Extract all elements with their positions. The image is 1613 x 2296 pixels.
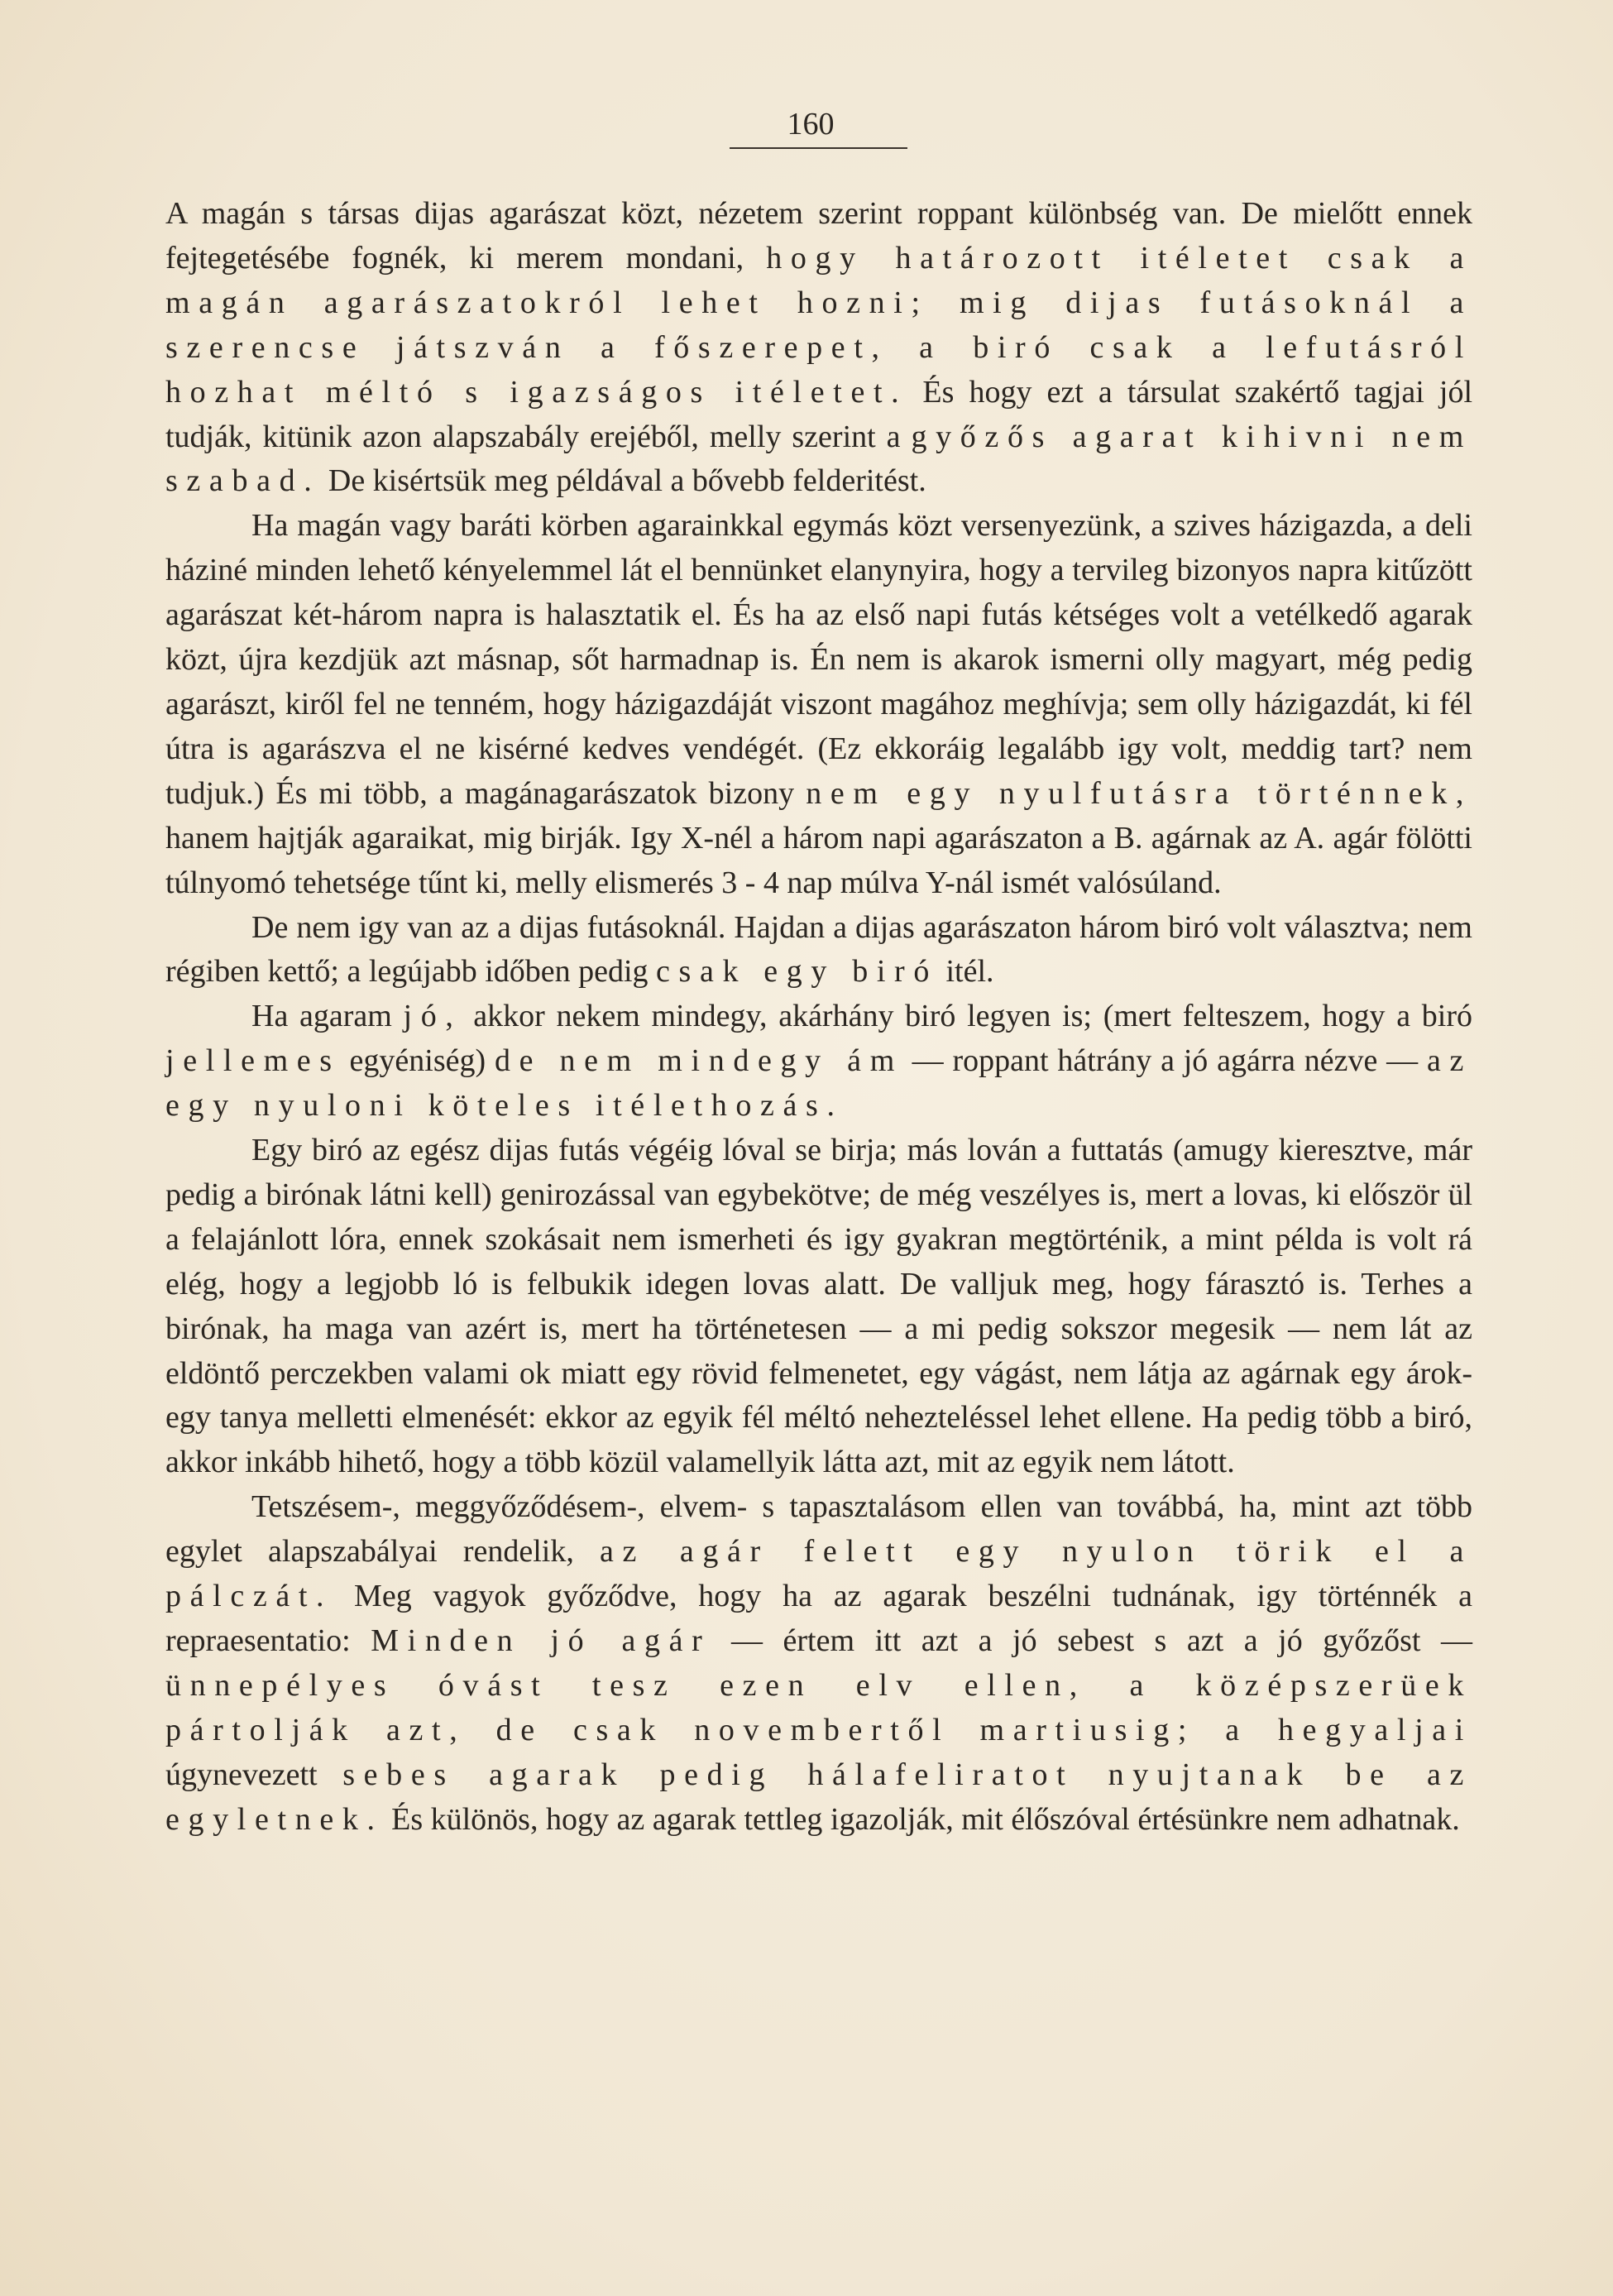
text-run: Meg vagyok győződve, hogy ha az agarak beszélni tudnának, igy történnék a repraesentatio:	[165, 1579, 1472, 1658]
spaced-emphasis: csak egy biró	[656, 954, 938, 990]
text-run: itél.	[937, 954, 994, 990]
spaced-emphasis: sebes agarak pedig hálafeliratot nyujtanak be az egyletnek.	[165, 1757, 1472, 1837]
spaced-emphasis: hogy határozott itéletet csak a magán agarászatokról lehet hozni; mig dijas futásoknál a szerencse játszván a főszerepet, a biró csak a lefutásról hozhat méltó s igazságos itéletet.	[165, 240, 1472, 410]
paragraph	[165, 995, 1472, 1129]
text-run: Ha agaram	[251, 999, 404, 1034]
spaced-emphasis: az egy nyuloni köteles itélethozás.	[165, 1043, 1472, 1124]
text-run: — értem itt azt a jó sebest s azt a jó győzőst —	[711, 1623, 1473, 1658]
text-run: És különös, hogy az agarak tettleg igazolják, mit élőszóval értésünkre nem adhatnak.	[383, 1801, 1460, 1837]
text-run: Tetszésem-, meggyőződésem-, elvem- s tapasztalásom ellen van továbbá, ha, mint azt több egylet alapszabályai rendelik,	[165, 1489, 1472, 1570]
text-run: Ha magán vagy baráti körben agarainkkal egymás közt versenyezünk, a szives házigazda, a deli háziné minden lehető kényelemmel lát el bennünket elanynyira, hogy a tervileg bizonyos napra kitűzött agarászat két-három napra is halasztatik el. És ha az első napi futás kétséges volt a vetélkedő agarak közt, újra kezdjük azt másnap, sőt harmadnap is. Én nem is akarok ismerni olly magyart, még pedig agarászt, kiről fel ne tenném, hogy házigazdáját viszont magához meghívja; sem olly házigazdát, ki fél útra is agarászva el ne kisérné kedves vendégét. (Ez ekkoráig legalább igy volt, meddig tart? nem tudjuk.) És mi több, a magánagarászatok bizony	[165, 508, 1472, 811]
header-rule	[730, 147, 907, 149]
spaced-emphasis: győzős agarat kihivni nem szabad.	[165, 419, 1473, 499]
paragraph	[165, 504, 1472, 905]
spaced-emphasis: ünnepélyes óvást tesz ezen elv ellen, a középszerüek pártolják azt, de csak novembertől martiusig; a hegyaljai	[165, 1667, 1472, 1747]
paragraph	[165, 192, 1472, 504]
text-run: — roppant hátrány a jó agárra nézve —	[902, 1043, 1427, 1079]
text-run: hanem hajtják agaraikat, mig birják. Igy X-nél a három napi agarászaton a B. agárnak az A. agár fölötti túlnyomó tehetsége tűnt ki, melly elismerés 3 - 4 nap múlva Y-nál ismét valósúland.	[165, 820, 1472, 900]
text-run: akkor nekem mindegy, akárhány biró legyen is; (mert felteszem, hogy a biró	[462, 999, 1472, 1034]
body-text	[165, 192, 1472, 1843]
text-run: A magán s társas dijas agarászat közt, nézetem szerint roppant különbség van. De mielőtt ennek fejtegetésébe fognék, ki merem mondani,	[165, 196, 1472, 276]
spaced-emphasis: jellemes	[165, 1043, 341, 1079]
text-run: Egy biró az egész dijas futás végéig lóval se birja; más lován a futtatás (amugy kieresztve, már pedig a birónak látni kell) genirozással van egybekötve; de még veszélyes is, mert a lovas, ki először ül a felajánlott lóra, ennek szokásait nem ismerheti és igy gyakran megtörténik, a mint példa is volt rá elég, hogy a legjobb ló is felbukik idegen lovas alatt. De valljuk meg, hogy fárasztó is. Terhes a birónak, ha maga van azért is, mert ha történetesen — a mi pedig sokszor megesik — nem lát az eldöntő perczekben valami ok miatt egy rövid felmenetet, egy vágást, nem látja az agárnak egy árok- egy tanya melletti elmenését: ekkor az egyik fél méltó nehezteléssel lehet ellene. Ha pedig több a biró, akkor inkább hihető, hogy a több közül valamellyik látta azt, mit az egyik nem látott.	[165, 1133, 1472, 1480]
spaced-emphasis: de nem mindegy ám	[494, 1043, 903, 1079]
spaced-emphasis: Minden jó agár	[371, 1623, 711, 1658]
paragraph	[165, 1129, 1472, 1485]
page-number: 160	[787, 107, 835, 141]
spaced-emphasis: jó,	[403, 999, 462, 1034]
paragraph	[165, 1485, 1472, 1842]
text-run: De nem igy van az a dijas futásoknál. Hajdan a dijas agarászaton három biró volt választva; nem régiben kettő; a legújabb időben pedig	[165, 909, 1472, 990]
text-run: egyéniség)	[340, 1043, 495, 1079]
spaced-emphasis: az agár felett egy nyulon törik el a pálczát.	[165, 1534, 1472, 1614]
text-run: És hogy ezt a társulat szakértő tagjai jól tudják, kitünik azon alapszabály erejéből, melly szerint a	[165, 374, 1473, 454]
spaced-emphasis: nem egy nyulfutásra történnek,	[806, 775, 1473, 811]
paragraph	[165, 906, 1472, 995]
text-run: De kisértsük meg példával a bővebb felderitést.	[320, 463, 926, 499]
text-run: úgynevezett	[165, 1757, 343, 1792]
